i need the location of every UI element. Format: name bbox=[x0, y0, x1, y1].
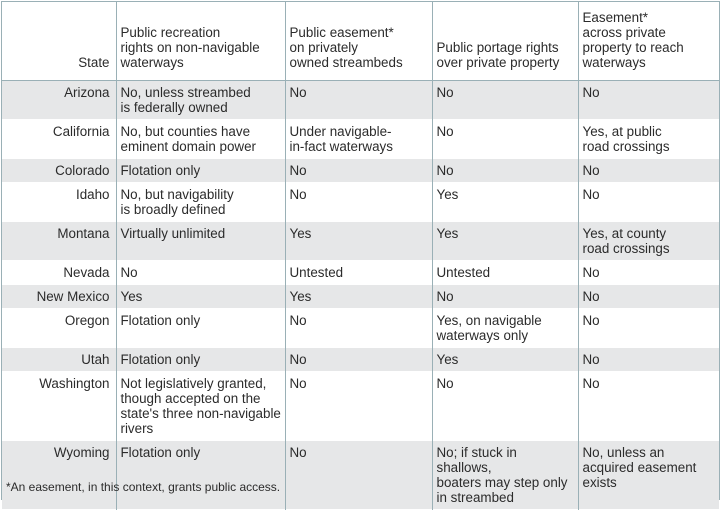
cell-portage: Yes bbox=[432, 183, 578, 222]
cell-state: New Mexico bbox=[2, 285, 116, 309]
cell-portage: No; if stuck in shallows, boaters may step only in streambed bbox=[432, 441, 578, 510]
table-row bbox=[2, 261, 719, 285]
cell-easement-access: Yes, at public road crossings bbox=[578, 120, 719, 159]
cell-portage: No bbox=[432, 285, 578, 309]
header-recreation-rights: Public recreation rights on non-navigable waterways bbox=[116, 2, 285, 81]
cell-easement-streambeds: Under navigable- in-fact waterways bbox=[285, 120, 432, 159]
table-row bbox=[2, 372, 719, 441]
footnote: *An easement, in this context, grants public access. bbox=[6, 480, 281, 494]
cell-state: Nevada bbox=[63, 265, 110, 280]
cell-portage: No bbox=[432, 159, 578, 183]
cell-portage: No bbox=[432, 81, 578, 120]
header-portage-rights: Public portage rights over private property bbox=[432, 2, 578, 81]
cell-easement-streambeds: No bbox=[285, 348, 432, 372]
table-row bbox=[2, 348, 719, 372]
cell-recreation: Not legislatively granted, though accepted on the state's three non-navigable rivers bbox=[116, 372, 285, 441]
table-header bbox=[2, 2, 719, 81]
cell-portage: Yes, on navigable waterways only bbox=[432, 309, 578, 348]
cell-state: Washington bbox=[39, 376, 110, 391]
cell-recreation: Yes bbox=[116, 285, 285, 309]
cell-easement-access: Yes, at county road crossings bbox=[578, 222, 719, 261]
table-row bbox=[2, 309, 719, 348]
header-state: State bbox=[2, 2, 116, 81]
cell-easement-streambeds: No bbox=[285, 372, 432, 441]
table-row bbox=[2, 159, 719, 183]
cell-recreation: No bbox=[116, 261, 285, 285]
cell-easement-access: No bbox=[578, 81, 719, 120]
table-row bbox=[2, 183, 719, 222]
cell-portage: Yes bbox=[432, 222, 578, 261]
cell-easement-streambeds: No bbox=[285, 309, 432, 348]
cell-easement-streambeds: No bbox=[285, 159, 432, 183]
cell-portage: Yes bbox=[432, 348, 578, 372]
cell-state: Wyoming bbox=[2, 441, 116, 510]
cell-easement-streambeds: No bbox=[285, 81, 432, 120]
cell-state: Idaho bbox=[75, 187, 110, 202]
cell-recreation: No, but navigability is broadly defined bbox=[116, 183, 285, 222]
cell-recreation: No, unless streambed is federally owned bbox=[116, 81, 285, 120]
table-row bbox=[2, 120, 719, 159]
cell-easement-access: No bbox=[578, 159, 719, 183]
cell-state: Utah bbox=[2, 348, 116, 372]
cell-easement-access: No, unless an acquired easement exists bbox=[578, 441, 719, 510]
table-row bbox=[2, 285, 719, 309]
cell-state: Arizona bbox=[2, 81, 116, 120]
cell-recreation: Flotation only bbox=[116, 159, 285, 183]
cell-easement-streambeds: No bbox=[285, 183, 432, 222]
table-body bbox=[2, 81, 719, 510]
cell-recreation: Flotation only bbox=[116, 348, 285, 372]
cell-easement-access: No bbox=[578, 348, 719, 372]
cell-state: Montana bbox=[2, 222, 116, 261]
cell-recreation: No, but counties have eminent domain power bbox=[116, 120, 285, 159]
cell-state: Oregon bbox=[64, 313, 110, 328]
header-easement-access: Easement* across private property to reach waterways bbox=[578, 2, 719, 81]
cell-easement-access: No bbox=[578, 309, 719, 348]
table-row bbox=[2, 441, 719, 510]
cell-easement-streambeds: Untested bbox=[285, 261, 432, 285]
cell-portage: No bbox=[432, 120, 578, 159]
table-row bbox=[2, 81, 719, 120]
cell-recreation: Virtually unlimited bbox=[116, 222, 285, 261]
cell-portage: Untested bbox=[432, 261, 578, 285]
cell-easement-streambeds: Yes bbox=[285, 285, 432, 309]
header-easement-streambeds: Public easement* on privately owned streambeds bbox=[285, 2, 432, 81]
table-row bbox=[2, 222, 719, 261]
cell-state: California bbox=[52, 124, 110, 139]
cell-easement-access: No bbox=[578, 261, 719, 285]
cell-easement-streambeds: Yes bbox=[285, 222, 432, 261]
cell-easement-access: No bbox=[578, 285, 719, 309]
cell-easement-streambeds: No bbox=[285, 441, 432, 510]
cell-portage: No bbox=[432, 372, 578, 441]
cell-easement-access: No bbox=[578, 372, 719, 441]
cell-easement-access: No bbox=[578, 183, 719, 222]
cell-state: Colorado bbox=[2, 159, 116, 183]
cell-recreation: Flotation only bbox=[116, 309, 285, 348]
water-rights-table bbox=[2, 2, 719, 510]
cell-recreation: Flotation only bbox=[116, 441, 285, 510]
